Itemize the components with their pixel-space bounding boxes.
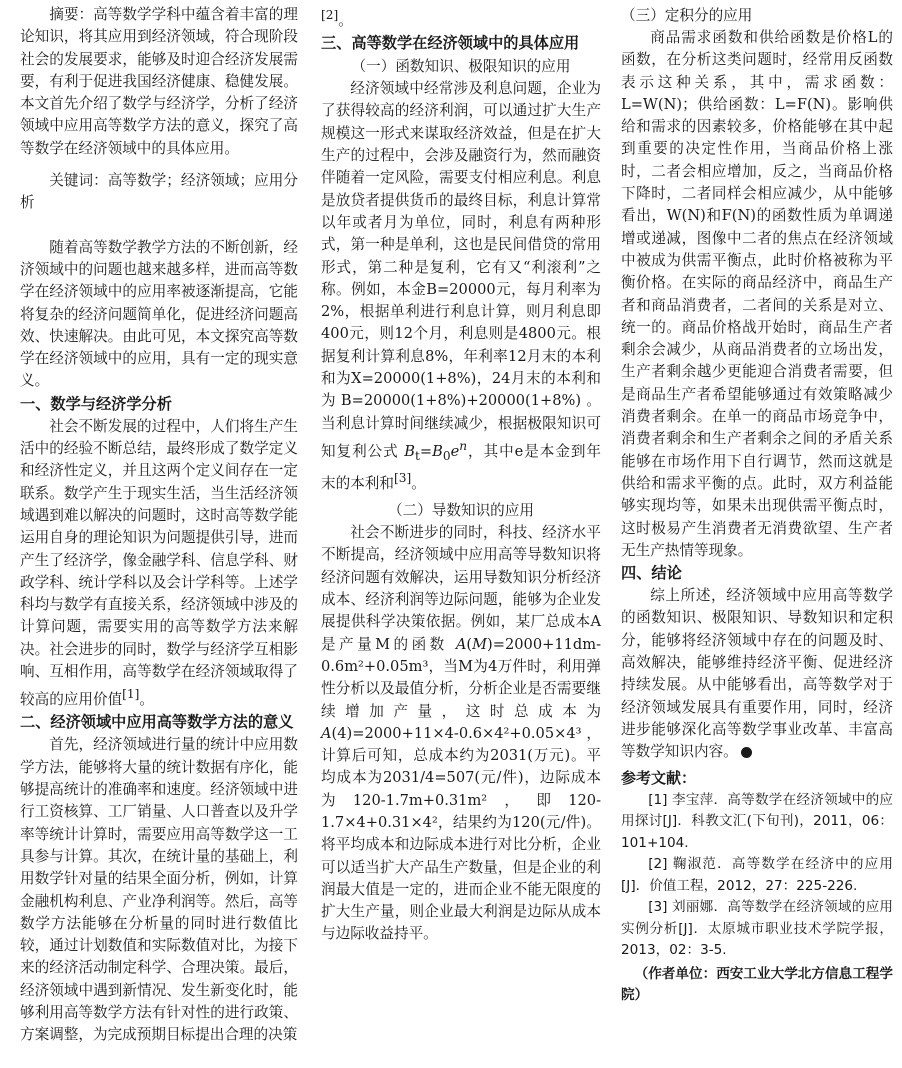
abstract: 摘要：高等数学学科中蕴含着丰富的理论知识，将其应用到经济领域，符合现阶段社会的发展要求，能够及时迎合经济发展需要，有利于促进我国经济健康、稳健发展。本文首先介绍了数学与经济学，分析了经济领域中应用高等数学方法的意义，探究了高等数学在经济领域中的具体应用。 (20, 6, 298, 157)
conclusion-paragraph: 综上所述，经济领域中应用高等数学的函数知识、极限知识、导数知识和定积分，能够将经济领域中存在的问题及时、高效解决，能够维持经济平衡、促进经济持续发展。从中能够看出，高等数学对于经济领域发展具有重要作用，同时，经济进步能够深化高等数学事业改革、丰富高等数学知识内容。 (621, 587, 893, 761)
section-2-heading: 二、经济领域中应用高等数学方法的意义 (20, 713, 294, 732)
section-1-heading: 一、数学与经济学分析 (20, 394, 172, 413)
section-1-paragraph: 社会不断发展的过程中，人们将生产生活中的经验不断总结，最终形成了数学定义和经济性定义，并且这两个定义间存在一定联系。数学产生于现实生活，当生活经济领域遇到难以解决的问题时，这时高等数学能运用自身的理论知识为问题提供引导，进而产生了经济学，像金融学科、信息学科、财政学科、统计学科以及会计学科等。上述学科均与数学有直接关系，经济领域中涉及的计算问题，需要实用的高等数学方法来解决。社会进步的同时，数学与经济学互相影响、互相作用，高等数学在经济领域取得了较高的应用价值[1]。 (20, 417, 298, 709)
subsection-3-heading: （三）定积分的应用 (621, 7, 753, 24)
column-right (621, 4, 893, 1007)
references-title: 参考文献： (621, 768, 697, 787)
subsection-3-paragraph: 商品需求函数和供给函数是价格L的函数，在分析这类问题时，经常用反函数表示这种关系，其中，需求函数：L=W(N)；供给函数：L=F(N)。影响供给和需求的因素较多，价格能够在其中起到重要的决定性作用，当商品价格上涨时，二者会相应增加，反之，当商品价格下降时，二者同样会相应减少，从中能够看出，W(N)和F(N)的函数性质为单调递增或递减，图像中二者的焦点在经济领域中被成为供需平衡点，此时价格被称为平衡价格。在实际的商品经济中，商品生产者和商品消费者，二者间的关系是对立、统一的。商品价格战开始时，商品生产者剩余会减少，从商品消费者的立场出发，生产者剩余越少更能迎合消费者需要，但是商品生产者希望能够通过有效策略减少消费者剩余。在单一的商品市场竞争中，消费者剩余和生产者剩余之间的矛盾关系能够在市场作用下自行调节，然而这就是供给和需求平衡的点。此时，双方利益能够实现均等，如果未出现供需平衡点时，这时极易产生消费者无消费欲望、生产者无生产热情等现象。 (621, 29, 893, 559)
author-affiliation: （作者单位：西安工业大学北方信息工程学院） (621, 965, 893, 1003)
section-3-heading: 三、高等数学在经济领域中的具体应用 (321, 34, 580, 53)
column-left (20, 4, 298, 1044)
keywords: 关键词：高等数学；经济领域；应用分析 (20, 172, 298, 212)
reference-item: [3] 刘丽娜．高等数学在经济领域的应用实例分析[J]．太原城市职业技术学院学报，2013，02：3-5. (621, 899, 893, 958)
subsection-2-heading: （二）导数知识的应用 (388, 502, 534, 520)
subsection-1-paragraph: 经济领域中经常涉及利息问题，企业为了获得较高的经济利润，可以通过扩大生产规模这一形式来谋取经济效益，但是在扩大生产的过程中，会涉及融资行为，然而融资伴随着一定风险，需要支付相应利息。利息是放贷者提供货币的最终目标，利息计算常以年或者月为单位，同时，利息有两种形式，第一种是单利，这也是民间借贷的常用形式，第二种是复利，它有又“利滚利”之称。例如，本金B=20000元，每月利率为2%，根据单利进行利息计算，则月利息即400元，则12个月，利息则是4800元。根据复利计算利息8%，年利率12月末的本利和为X=20000(1+8%)，24月末的本利和为B=20000(1+8%)+20000(1+8%)。当利息计算时间继续减少，根据极限知识可知复利公式 $B_t=B_0e^n$，其中e是本金到年末的本利和[3]。 (321, 80, 601, 492)
subsection-2-paragraph: 社会不断进步的同时，科技、经济水平不断提高，经济领域中应用高等导数知识将经济问题有效解决，运用导数知识分析经济成本、经济利润等边际问题，能够为企业发展提供科学决策依据。例如，某厂总成本A是产量M的函数 A(M)=2000+11dm-0.6m²+0.05m³，当M为4万件时，利用弹性分析以及最值分析，分析企业是否需要继续增加产量，这时总成本为A(4)=2000+11×4-0.6×4²+0.05×4³，计算后可知，总成本约为2031(万元)。平均成本为2031/4=507(元/件)，边际成本为120-1.7m+0.31m²，即120-1.7×4+0.31×4²，结果约为120(元/件)。将平均成本和边际成本进行对比分析，企业可以适当扩大产品生产数量，但是企业的利润最大值是一定的，进而企业不能无限度的扩大生产量，则企业最大利润是边际从成本与边际收益持平。 (321, 524, 602, 943)
section-2-paragraph-start: 首先，经济领域进行量的统计中应用数学方法，能够将大量的统计数据有序化，能够提高统计的准确率和速度。经济领域中进行工资核算、工厂销量、人口普查以及升学率等统计计算时，需要应用高等数学这一工具参与计算。其次，在统计量的基础上，利用数学针对量的结果全面分析，例如，计算金融机构利息、产业净利润等。然后，高等数学方法能够在分析量的同时进行数值比较，通过计划数值和实际数值对比，为接下来的经济活动制定科学、合理决策。最后，经济领域中遇到新情况、发生新变化时，能够利用高等数学方法有针对性的进行政策、方案调整，为完成预期目标提出合理的决策 (20, 736, 298, 1044)
citation-2: [2] (321, 8, 339, 22)
end-mark-icon (741, 747, 752, 758)
reference-item: [2] 鞠淑范．高等数学在经济中的应用[J]．价值工程，2012，27：225-226. (621, 856, 893, 894)
section-2-paragraph-end: [2]。 (321, 8, 353, 29)
introduction: 随着高等数学教学方法的不断创新，经济领域中的问题也越来越多样，进而高等数学在经济领域中的应用率被逐渐提高，它能将复杂的经济问题简单化，促进经济问题高效、快速解决。由此可见，本文探究高等数学在经济领域中的应用，具有一定的现实意义。 (20, 238, 298, 390)
citation-3: [3] (393, 470, 412, 485)
reference-item: [1] 李宝萍．高等数学在经济领域中的应用探讨[J]．科教文汇(下旬刊)，2011，06：101+104. (621, 791, 893, 851)
citation-1: [1] (122, 687, 140, 702)
section-4-heading: 四、结论 (621, 564, 682, 583)
subsection-1-heading: （一）函数知识、极限知识的应用 (351, 58, 571, 76)
column-middle (321, 4, 601, 946)
